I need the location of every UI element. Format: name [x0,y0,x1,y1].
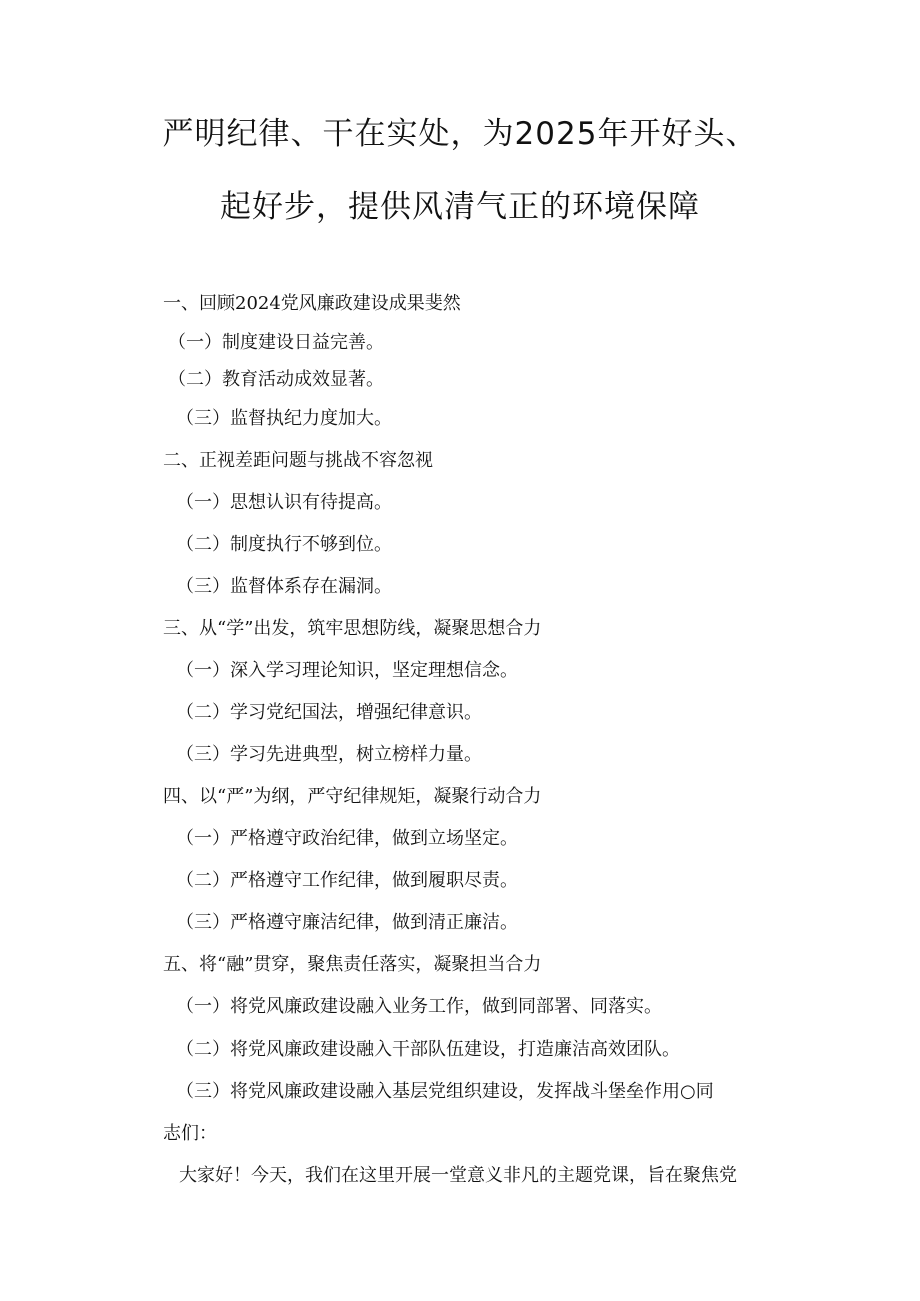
document-title-line-2: 起好步，提供风清气正的环境保障 [220,189,700,225]
section-heading-5: 五、将“融”贯穿，聚焦责任落实，凝聚担当合力 [163,954,542,975]
subsection-4-3: （三）严格遵守廉洁纪律，做到清正廉洁。 [176,912,518,933]
section-heading-1: 一、回顾2024党风廉政建设成果斐然 [163,293,461,314]
subsection-4-1: （一）严格遵守政治纪律，做到立场坚定。 [176,828,518,849]
subsection-5-2: （二）将党风廉政建设融入干部队伍建设，打造廉洁高效团队。 [176,1039,680,1060]
document-title-line-1: 严明纪律、干在实处，为2025年开好头、 [162,116,758,152]
subsection-2-3: （三）监督体系存在漏洞。 [176,576,392,597]
subsection-3-3: （三）学习先进典型，树立榜样力量。 [176,744,482,765]
subsection-4-2: （二）严格遵守工作纪律，做到履职尽责。 [176,870,518,891]
subsection-3-1: （一）深入学习理论知识，坚定理想信念。 [176,660,518,681]
section-heading-3: 三、从“学”出发，筑牢思想防线，凝聚思想合力 [163,618,542,639]
body-paragraph: 大家好！今天，我们在这里开展一堂意义非凡的主题党课，旨在聚焦党 [179,1165,737,1186]
subsection-2-2: （二）制度执行不够到位。 [176,534,392,555]
subsection-1-3: （三）监督执纪力度加大。 [176,408,392,429]
continuation-line: 志们： [163,1123,217,1144]
section-heading-2: 二、正视差距问题与挑战不容忽视 [163,450,433,471]
subsection-2-1: （一）思想认识有待提高。 [176,492,392,513]
subsection-5-1: （一）将党风廉政建设融入业务工作，做到同部署、同落实。 [176,996,662,1017]
subsection-5-3: （三）将党风廉政建设融入基层党组织建设，发挥战斗堡垒作用○同 [176,1081,714,1102]
subsection-3-2: （二）学习党纪国法，增强纪律意识。 [176,702,482,723]
section-heading-4: 四、以“严”为纲，严守纪律规矩，凝聚行动合力 [163,786,542,807]
subsection-1-1: （一）制度建设日益完善。 [168,332,384,353]
subsection-1-2: （二）教育活动成效显著。 [168,369,384,390]
